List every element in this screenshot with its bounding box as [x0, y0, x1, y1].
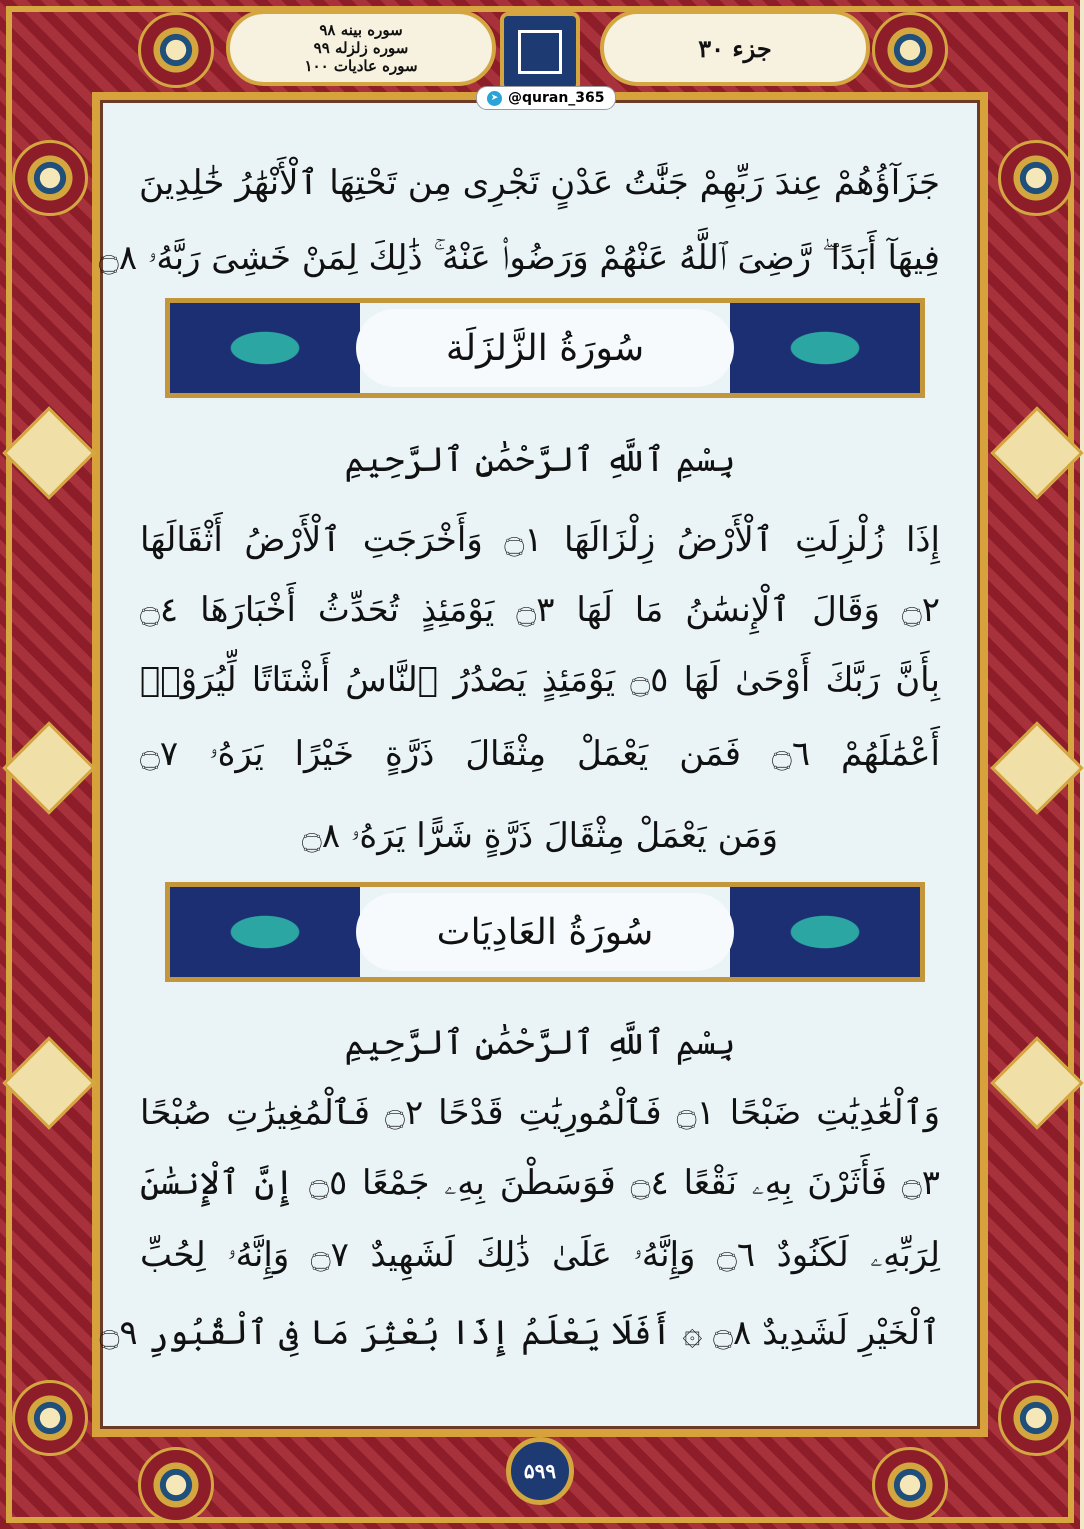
channel-handle-text: @quran_365 [508, 90, 605, 106]
verse-line: جَزَآؤُهُمْ عِندَ رَبِّهِمْ جَنَّٰتُ عَدْنٍ تَجْرِى مِن تَحْتِهَا ٱلْأَنْهَٰرُ خَٰلِدِينَ [138, 163, 940, 203]
surah-header-banner [165, 298, 925, 398]
channel-handle[interactable] [476, 86, 616, 110]
page-number: ۵۹۹ [506, 1437, 574, 1505]
surah-title: سُورَةُ الزَّلزَلَة [356, 309, 734, 387]
corner-medallion-icon [12, 1380, 88, 1456]
surah-header-banner [165, 882, 925, 982]
verse-line: ۝٣ فَأَثَرْنَ بِهِۦ نَقْعًا ۝٤ فَوَسَطْنَ بِهِۦ جَمْعًا ۝٥ إِنَّ ٱلْإِنسَٰنَ [140, 1163, 940, 1203]
corner-medallion-icon [872, 1447, 948, 1523]
surah-list [226, 10, 496, 86]
verse-line: لِرَبِّهِۦ لَكَنُودٌ ۝٦ وَإِنَّهُۥ عَلَىٰ ذَٰلِكَ لَشَهِيدٌ ۝٧ وَإِنَّهُۥ لِحُبِّ [140, 1235, 940, 1275]
surah-list-item: سوره عادیات ۱۰۰ [304, 57, 418, 75]
corner-medallion-icon [12, 140, 88, 216]
juz-label: جزء ۳۰ [600, 10, 870, 86]
surah-title: سُورَةُ العَادِيَات [356, 893, 734, 971]
corner-medallion-icon [998, 1380, 1074, 1456]
verse-line: أَعْمَٰلَهُمْ ۝٦ فَمَن يَعْمَلْ مِثْقَالَ ذَرَّةٍ خَيْرًا يَرَهُۥ ۝٧ [140, 734, 940, 774]
surah-list-item: سوره بینه ۹۸ [319, 21, 403, 39]
verse-line: وَٱلْعَٰدِيَٰتِ ضَبْحًا ۝١ فَٱلْمُورِيَٰتِ قَدْحًا ۝٢ فَٱلْمُغِيرَٰتِ صُبْحًا [140, 1093, 941, 1133]
verse-line: فِيهَآ أَبَدًا ۖ رَّضِىَ ٱللَّهُ عَنْهُمْ وَرَضُوا۟ عَنْهُ ۚ ذَٰلِكَ لِمَنْ خَشِىَ رَبَّهُۥ ۝٨ [98, 238, 940, 278]
verse-line: ٱلْخَيْرِ لَشَدِيدٌ ۝٨ ۞ أَفَلَا يَعْلَمُ إِذَا بُعْثِرَ مَا فِى ٱلْقُبُورِ ۝٩ [99, 1313, 940, 1353]
verse-line: ۝٢ وَقَالَ ٱلْإِنسَٰنُ مَا لَهَا ۝٣ يَوْمَئِذٍ تُحَدِّثُ أَخْبَارَهَا ۝٤ [140, 590, 940, 630]
telegram-icon: ➤ [487, 91, 502, 106]
basmala: بِسْمِ ٱللَّهِ ٱلرَّحْمَٰنِ ٱلرَّحِيمِ [344, 440, 736, 480]
corner-medallion-icon [138, 12, 214, 88]
verse-line: وَمَن يَعْمَلْ مِثْقَالَ ذَرَّةٍ شَرًّا يَرَهُۥ ۝٨ [301, 816, 779, 856]
corner-medallion-icon [138, 1447, 214, 1523]
surah-list-item: سوره زلزله ۹۹ [313, 39, 409, 57]
verse-line: بِأَنَّ رَبَّكَ أَوْحَىٰ لَهَا ۝٥ يَوْمَئِذٍ يَصْدُرُ ٱلنَّاسُ أَشْتَاتًا لِّيُرَوْا۟ [140, 660, 941, 700]
corner-medallion-icon [872, 12, 948, 88]
corner-medallion-icon [998, 140, 1074, 216]
verse-line: إِذَا زُلْزِلَتِ ٱلْأَرْضُ زِلْزَالَهَا ۝١ وَأَخْرَجَتِ ٱلْأَرْضُ أَثْقَالَهَا [140, 520, 940, 560]
basmala: بِسْمِ ٱللَّهِ ٱلرَّحْمَٰنِ ٱلرَّحِيمِ [344, 1023, 736, 1063]
logo-icon [500, 12, 580, 92]
